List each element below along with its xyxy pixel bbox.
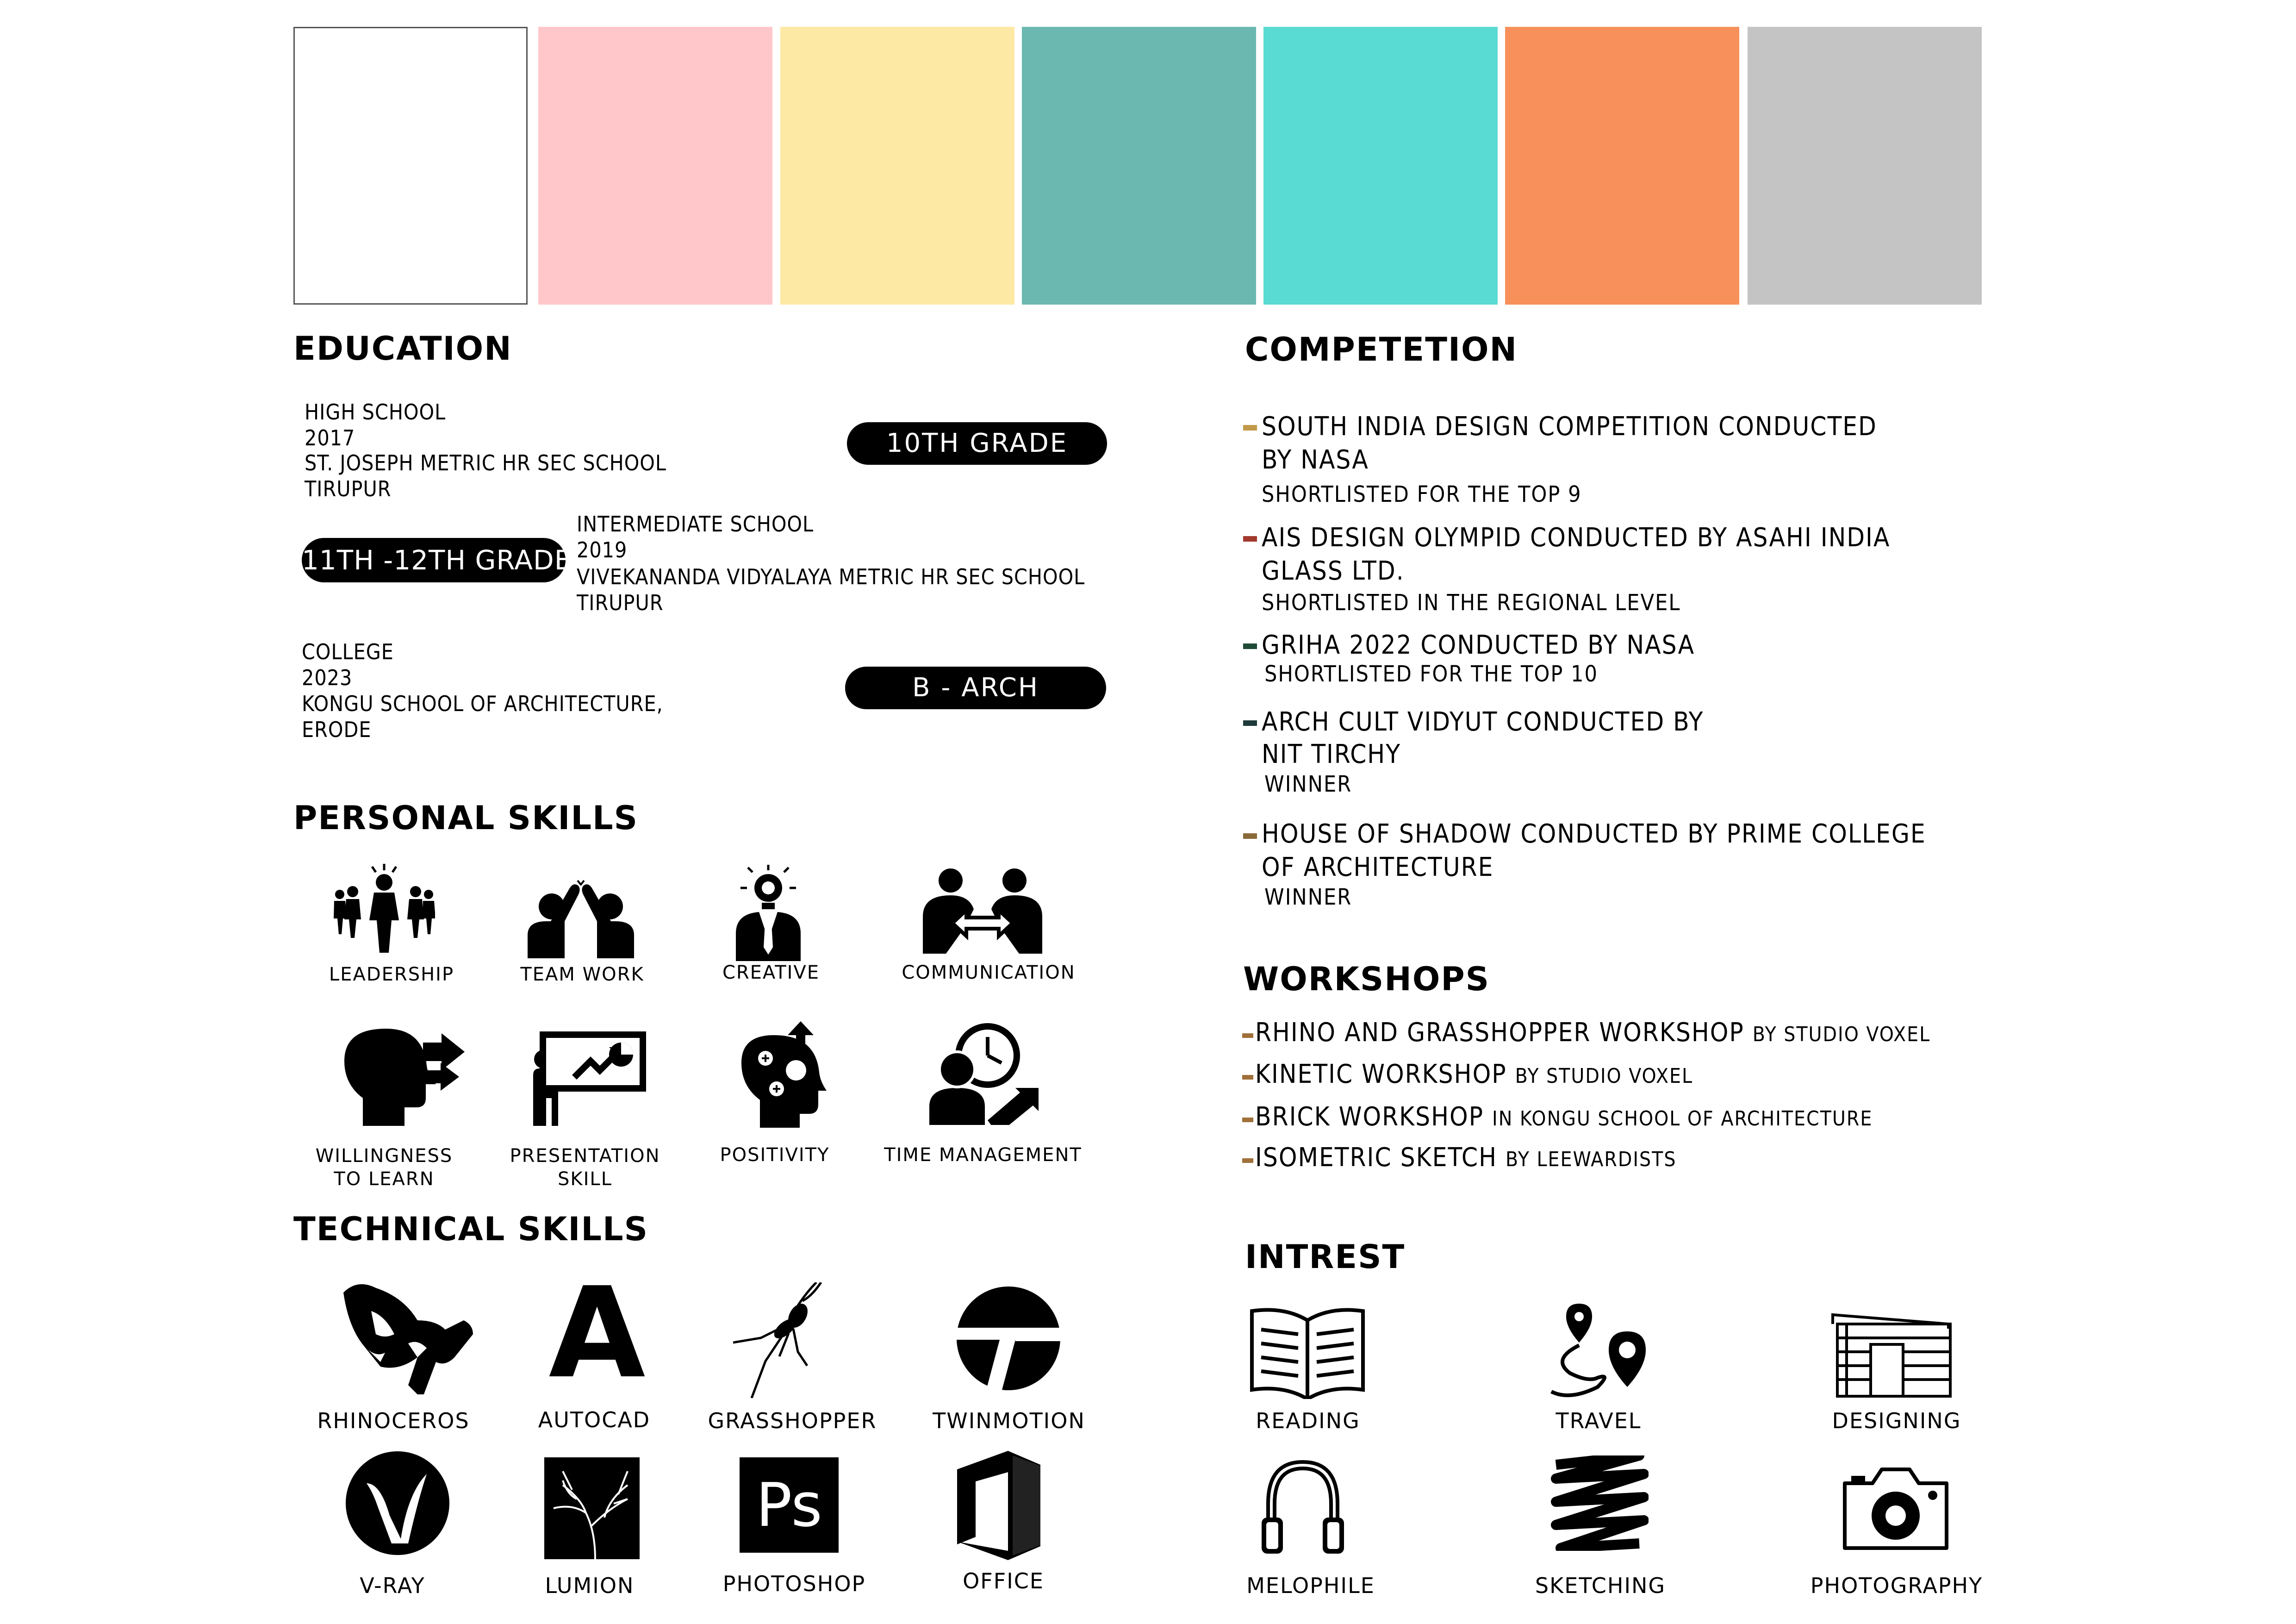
interest-heading: INTREST	[1245, 1238, 1406, 1276]
interest-label-photography: PHOTOGRAPHY	[1810, 1573, 1983, 1598]
swatch-turquoise	[1263, 27, 1498, 305]
edu-level: INTERMEDIATE SCHOOL	[577, 512, 814, 537]
leadership-icon	[333, 864, 435, 956]
workshop-title: KINETIC WORKSHOP BY STUDIO VOXEL	[1255, 1059, 1693, 1089]
competition-title-cont: OF ARCHITECTURE	[1262, 852, 1494, 882]
bullet-marker	[1243, 425, 1257, 431]
workshop-title: ISOMETRIC SKETCH BY LEEWARDISTS	[1255, 1143, 1677, 1173]
competition-result: SHORTLISTED FOR THE TOP 9	[1262, 481, 1582, 507]
time-management-icon	[927, 1023, 1048, 1125]
workshop-title: BRICK WORKSHOP IN KONGU SCHOOL OF ARCHITECTURE	[1255, 1102, 1873, 1132]
interest-label-reading: READING	[1256, 1408, 1360, 1433]
education-heading: EDUCATION	[293, 330, 512, 368]
skill-label-time-management: TIME MANAGEMENT	[884, 1144, 1082, 1166]
headphones-icon	[1259, 1457, 1347, 1555]
grade-badge: 10TH GRADE	[847, 422, 1107, 465]
presentation-icon	[530, 1029, 655, 1126]
positivity-head-icon	[732, 1021, 829, 1128]
tech-label-office: OFFICE	[963, 1568, 1044, 1593]
swatch-teal	[1022, 27, 1256, 305]
rhino-icon	[339, 1283, 482, 1394]
communication-icon	[920, 866, 1045, 954]
bullet-marker	[1243, 536, 1257, 542]
technical-skills-heading: TECHNICAL SKILLS	[293, 1210, 648, 1248]
bullet-marker	[1243, 833, 1257, 839]
tech-label-lumion: LUMION	[545, 1573, 635, 1598]
skill-label-presentation-skill: PRESENTATION SKILL	[510, 1145, 660, 1190]
edu-year: 2023	[302, 665, 353, 690]
competition-heading: COMPETETION	[1245, 331, 1518, 369]
competition-result: WINNER	[1264, 771, 1352, 797]
office-icon	[957, 1451, 1040, 1560]
edu-year: 2017	[305, 425, 355, 450]
competition-title: ARCH CULT VIDYUT CONDUCTED BY	[1262, 707, 1704, 737]
skill-label-positivity: POSITIVITY	[720, 1144, 830, 1166]
personal-skills-heading: PERSONAL SKILLS	[293, 799, 639, 837]
tech-label-autocad: AUTOCAD	[538, 1407, 651, 1432]
interest-label-designing: DESIGNING	[1832, 1408, 1961, 1433]
tech-label-rhinoceros: RHINOCEROS	[317, 1408, 470, 1433]
scribble-icon	[1547, 1455, 1649, 1551]
interest-label-melophile: MELOPHILE	[1246, 1573, 1375, 1598]
skill-label-communication: COMMUNICATION	[902, 962, 1076, 983]
workshop-title: RHINO AND GRASSHOPPER WORKSHOP BY STUDIO VOXEL	[1255, 1018, 1931, 1048]
grade-badge: B - ARCH	[845, 667, 1106, 709]
workshops-heading: WORKSHOPS	[1243, 960, 1490, 998]
interest-label-sketching: SKETCHING	[1535, 1573, 1666, 1598]
skill-label-leadership: LEADERSHIP	[329, 964, 454, 985]
edu-school: ST. JOSEPH METRIC HR SEC SCHOOL	[305, 450, 666, 475]
competition-title-cont: BY NASA	[1262, 445, 1369, 475]
edu-school: KONGU SCHOOL OF ARCHITECTURE,	[302, 691, 663, 716]
lumion-icon	[544, 1457, 640, 1559]
grade-badge: 11TH -12TH GRADE	[302, 538, 566, 582]
swatch-pink	[538, 27, 772, 305]
bullet-marker	[1242, 1118, 1253, 1122]
tech-label-v-ray: V-RAY	[360, 1573, 425, 1598]
edu-level: COLLEGE	[302, 639, 394, 664]
competition-result: SHORTLISTED FOR THE TOP 10	[1264, 661, 1598, 687]
learning-head-icon	[344, 1029, 469, 1126]
swatch-orange	[1505, 27, 1739, 305]
skill-label-creative: CREATIVE	[722, 962, 820, 983]
edu-city: ERODE	[302, 717, 372, 742]
bullet-marker	[1243, 720, 1257, 726]
edu-city: TIRUPUR	[305, 476, 392, 501]
lightbulb-person-icon	[727, 864, 810, 961]
tech-label-twinmotion: TWINMOTION	[933, 1408, 1085, 1433]
tech-label-grasshopper: GRASSHOPPER	[708, 1408, 877, 1433]
twinmotion-icon	[955, 1285, 1062, 1392]
bullet-marker	[1242, 1075, 1253, 1080]
house-sketch-icon	[1828, 1310, 1953, 1398]
competition-result: SHORTLISTED IN THE REGIONAL LEVEL	[1262, 590, 1681, 616]
book-icon	[1245, 1306, 1370, 1399]
team-work-icon	[523, 880, 639, 958]
competition-title-cont: NIT TIRCHY	[1262, 739, 1401, 769]
vray-icon	[344, 1450, 451, 1556]
edu-level: HIGH SCHOOL	[305, 400, 446, 425]
tech-label-photoshop: PHOTOSHOP	[722, 1571, 866, 1596]
competition-title: HOUSE OF SHADOW CONDUCTED BY PRIME COLLEGE	[1262, 819, 1926, 849]
swatch-white	[293, 27, 528, 305]
bullet-marker	[1242, 1158, 1253, 1163]
grasshopper-icon	[733, 1282, 835, 1398]
skill-label-team-work: TEAM WORK	[520, 964, 644, 985]
bullet-marker	[1242, 1033, 1253, 1038]
bullet-marker	[1243, 643, 1257, 649]
edu-year: 2019	[577, 537, 628, 562]
competition-result: WINNER	[1264, 884, 1352, 910]
competition-title: AIS DESIGN OLYMPID CONDUCTED BY ASAHI INDIA	[1262, 523, 1891, 553]
swatch-yellow	[780, 27, 1014, 305]
camera-icon	[1840, 1465, 1951, 1551]
autocad-icon: A	[548, 1260, 646, 1406]
edu-school: VIVEKANANDA VIDYALAYA METRIC HR SEC SCHOOL	[577, 564, 1085, 589]
travel-route-icon	[1545, 1304, 1656, 1399]
competition-title: GRIHA 2022 CONDUCTED BY NASA	[1262, 630, 1695, 660]
edu-city: TIRUPUR	[577, 590, 664, 615]
interest-label-travel: TRAVEL	[1556, 1408, 1642, 1433]
swatch-grey	[1748, 27, 1982, 305]
photoshop-icon: Ps	[740, 1457, 839, 1553]
competition-title-cont: GLASS LTD.	[1262, 556, 1405, 586]
skill-label-willingness-to-learn: WILLINGNESS TO LEARN	[315, 1145, 453, 1190]
competition-title: SOUTH INDIA DESIGN COMPETITION CONDUCTED	[1262, 412, 1877, 442]
